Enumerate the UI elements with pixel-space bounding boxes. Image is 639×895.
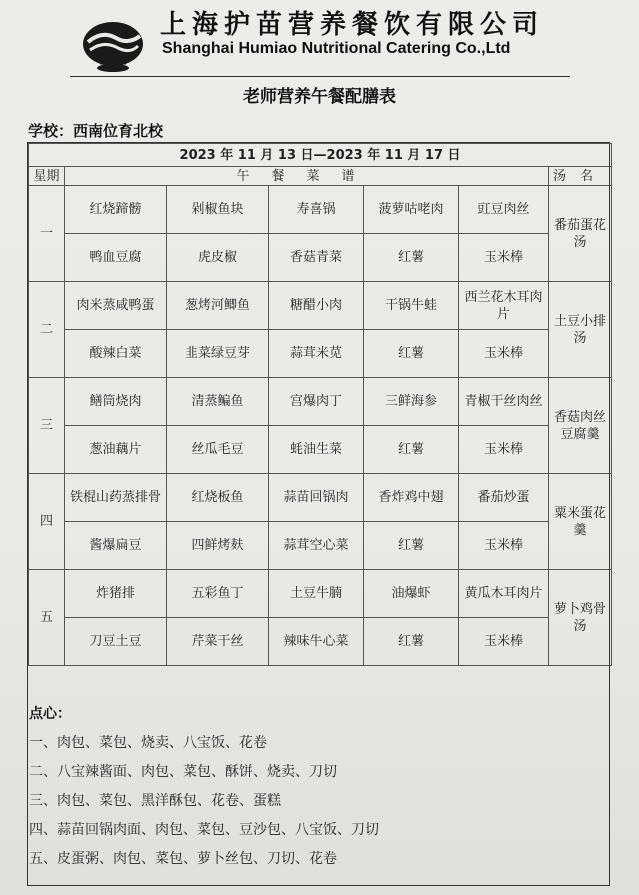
soup-cell: 萝卜鸡骨汤 [549, 570, 612, 666]
snacks-title: 点心： [29, 706, 71, 722]
dish-cell: 红薯 [364, 618, 459, 666]
snacks-section [29, 703, 607, 874]
dish-cell: 干锅牛蛙 [364, 282, 459, 330]
dish-cell: 清蒸鳊鱼 [167, 378, 269, 426]
day-row [29, 474, 612, 522]
dish-cell: 西兰花木耳肉片 [459, 282, 549, 330]
day-row [29, 426, 612, 474]
dish-cell: 香菇青菜 [269, 234, 364, 282]
dish-cell: 酱爆扁豆 [65, 522, 167, 570]
dish-cell: 虎皮椒 [167, 234, 269, 282]
dish-cell: 五彩鱼丁 [167, 570, 269, 618]
soup-cell: 粟米蛋花羹 [549, 474, 612, 570]
day-row [29, 186, 612, 234]
dish-cell: 土豆牛腩 [269, 570, 364, 618]
dish-cell: 玉米棒 [459, 426, 549, 474]
dish-cell: 剁椒鱼块 [167, 186, 269, 234]
day-row [29, 618, 612, 666]
dish-cell: 红薯 [364, 522, 459, 570]
dish-cell: 蚝油生菜 [269, 426, 364, 474]
dish-cell: 蒜苗回锅肉 [269, 474, 364, 522]
weekday-header: 星期 [29, 167, 65, 186]
dish-cell: 青椒干丝肉丝 [459, 378, 549, 426]
company-name-en: Shanghai Humiao Nutritional Catering Co.,Ltd [162, 40, 511, 57]
dish-cell: 三鲜海参 [364, 378, 459, 426]
dish-cell: 黄瓜木耳肉片 [459, 570, 549, 618]
column-header-row [29, 167, 612, 186]
day-row [29, 282, 612, 330]
dish-cell: 红薯 [364, 330, 459, 378]
dish-cell: 玉米棒 [459, 618, 549, 666]
dish-cell: 炸猪排 [65, 570, 167, 618]
date-range-row [29, 144, 612, 167]
soup-cell: 香菇肉丝豆腐羹 [549, 378, 612, 474]
dish-cell: 油爆虾 [364, 570, 459, 618]
snack-line: 一、肉包、菜包、烧卖、八宝饭、花卷 [29, 735, 267, 751]
school-name: 学校：西南位育北校 [28, 122, 164, 140]
dish-cell: 寿喜锅 [269, 186, 364, 234]
dish-cell: 豇豆肉丝 [459, 186, 549, 234]
menu-table [28, 143, 612, 666]
day-row [29, 522, 612, 570]
dish-cell: 鸭血豆腐 [65, 234, 167, 282]
dish-cell: 韭菜绿豆芽 [167, 330, 269, 378]
dish-cell: 辣味牛心菜 [269, 618, 364, 666]
day-row [29, 330, 612, 378]
dish-cell: 四鲜烤麸 [167, 522, 269, 570]
soup-cell: 土豆小排汤 [549, 282, 612, 378]
dish-cell: 玉米棒 [459, 522, 549, 570]
dish-cell: 香炸鸡中翅 [364, 474, 459, 522]
dish-cell: 芹菜干丝 [167, 618, 269, 666]
dish-cell: 肉米蒸咸鸭蛋 [65, 282, 167, 330]
dish-cell: 葱烤河鲫鱼 [167, 282, 269, 330]
day-row [29, 570, 612, 618]
dish-cell: 番茄炒蛋 [459, 474, 549, 522]
document-title: 老师营养午餐配膳表 [243, 87, 396, 107]
day-row [29, 378, 612, 426]
weekday-cell: 四 [29, 474, 65, 570]
dish-cell: 宫爆肉丁 [269, 378, 364, 426]
dish-cell: 丝瓜毛豆 [167, 426, 269, 474]
dish-cell: 铁棍山药蒸排骨 [65, 474, 167, 522]
dish-cell: 菠萝咕咾肉 [364, 186, 459, 234]
dish-cell: 玉米棒 [459, 330, 549, 378]
dish-cell: 鳝筒烧肉 [65, 378, 167, 426]
snack-line: 五、皮蛋粥、肉包、菜包、萝卜丝包、刀切、花卷 [29, 851, 337, 867]
day-row [29, 234, 612, 282]
soup-header: 汤名 [549, 167, 612, 186]
dish-cell: 红烧蹄髈 [65, 186, 167, 234]
soup-cell: 番茄蛋花汤 [549, 186, 612, 282]
dish-cell: 糖醋小肉 [269, 282, 364, 330]
dish-cell: 红烧板鱼 [167, 474, 269, 522]
dish-cell: 红薯 [364, 426, 459, 474]
weekday-cell: 五 [29, 570, 65, 666]
dish-cell: 酸辣白菜 [65, 330, 167, 378]
weekday-cell: 三 [29, 378, 65, 474]
dish-cell: 红薯 [364, 234, 459, 282]
weekday-cell: 二 [29, 282, 65, 378]
dish-cell: 蒜茸空心菜 [269, 522, 364, 570]
weekday-cell: 一 [29, 186, 65, 282]
header-divider [70, 76, 570, 77]
lunch-menu-header: 午餐菜谱 [65, 167, 549, 186]
snack-line: 三、肉包、菜包、黑洋酥包、花卷、蛋糕 [29, 793, 281, 809]
snack-line: 二、八宝辣酱面、肉包、菜包、酥饼、烧卖、刀切 [29, 764, 337, 780]
humiao-logo-icon [78, 18, 148, 74]
company-name-cn: 上海护苗营养餐饮有限公司 [160, 10, 545, 40]
dish-cell: 蒜茸米苋 [269, 330, 364, 378]
dish-cell: 刀豆土豆 [65, 618, 167, 666]
snack-line: 四、蒜苗回锅肉面、肉包、菜包、豆沙包、八宝饭、刀切 [29, 822, 379, 838]
date-range: 2023 年 11 月 13 日—2023 年 11 月 17 日 [29, 144, 612, 167]
dish-cell: 葱油藕片 [65, 426, 167, 474]
dish-cell: 玉米棒 [459, 234, 549, 282]
